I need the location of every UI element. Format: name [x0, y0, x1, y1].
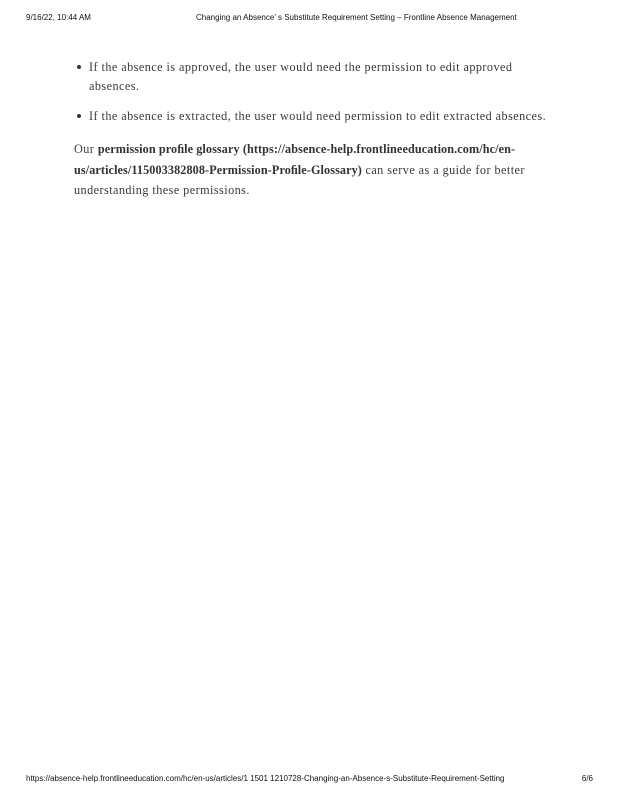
bullet-icon [77, 65, 81, 69]
list-item [74, 58, 549, 96]
bullet-icon [77, 114, 81, 118]
print-footer [26, 774, 593, 786]
print-header [26, 13, 593, 25]
page-url: https://absence-help.frontlineeducation.com/hc/en-us/articles/1 1501 1210728-Changing-an-Absence-s-Substitute-Requirement-Setting [26, 774, 505, 783]
list-item-text: If the absence is extracted, the user would need permission to edit extracted absences. [89, 109, 547, 123]
article-content [74, 58, 549, 201]
paragraph-prefix: Our [74, 142, 98, 156]
page-title: Changing an Absence’ s Substitute Requirement Setting – Frontline Absence Management [196, 13, 517, 22]
glossary-link[interactable]: permission proﬁle glossary (https://absence-help.frontlineeducation.com/hc/en-us/articles/115003382808-Permission-Proﬁle-Glossary) [74, 142, 516, 177]
bullet-list [74, 58, 549, 126]
glossary-paragraph [74, 139, 549, 201]
page-number: 6/6 [581, 774, 593, 783]
paragraph-suffix: can serve as a guide for better understanding these permissions. [74, 162, 525, 197]
print-date: 9/16/22, 10:44 AM [26, 13, 91, 22]
list-item-text: If the absence is approved, the user would need the permission to edit approved absences. [89, 60, 513, 93]
list-item [74, 107, 549, 126]
